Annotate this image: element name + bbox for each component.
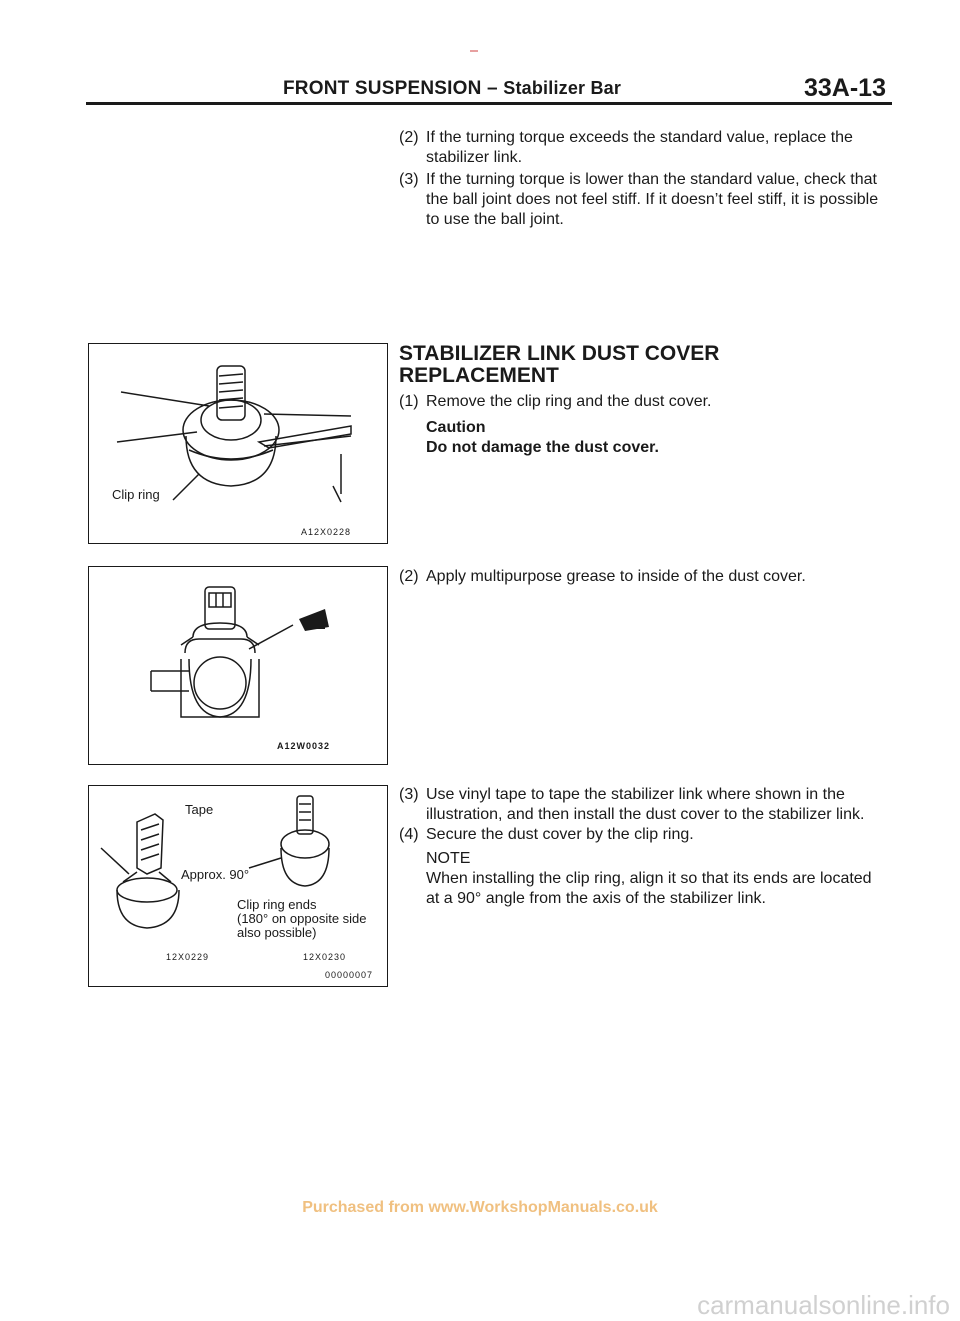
figure-code-right: 12X0230 <box>303 952 347 962</box>
header-separator: – <box>481 78 504 99</box>
figure-grease-application <box>88 566 388 765</box>
step-text: Secure the dust cover by the clip ring. <box>426 826 694 843</box>
step-2-block <box>399 567 887 587</box>
clip-ends-label-2: (180° on opposite side <box>237 911 367 926</box>
purchase-watermark: Purchased from www.WorkshopManuals.co.uk <box>302 1199 658 1216</box>
step-text: If the turning torque exceeds the standard value, replace the stabilizer link. <box>426 129 853 166</box>
tape-label: Tape <box>185 802 214 817</box>
step-4-secure <box>399 825 887 845</box>
clip-ends-label: Clip ring ends <box>237 897 317 912</box>
step-number: (3) <box>399 786 419 803</box>
step-1-block <box>399 392 887 458</box>
step-number: (3) <box>399 171 419 188</box>
angle-label: Approx. 90° <box>181 867 250 882</box>
figure-code-bottom: 00000007 <box>325 970 374 980</box>
dust-cover-illustration <box>89 567 387 764</box>
note-text: When installing the clip ring, align it so that its ends are located at a 90° angle from the axis of the stabilizer link. <box>426 870 872 907</box>
step-text: Remove the clip ring and the dust cover. <box>426 393 712 410</box>
figure-code: A12W0032 <box>277 741 331 751</box>
intro-steps <box>399 128 887 230</box>
step-text: Apply multipurpose grease to inside of the dust cover. <box>426 568 806 585</box>
step-text: If the turning torque is lower than the standard value, check that the ball joint does not feel stiff. If it doesn’t feel stiff, it is possible to use the ball joint. <box>426 171 879 228</box>
header-title <box>283 78 621 100</box>
step-number: (2) <box>399 568 419 585</box>
step-3 <box>399 170 887 230</box>
note-label: NOTE <box>426 850 471 867</box>
step-1 <box>399 392 887 412</box>
step-number: (2) <box>399 129 419 146</box>
figure-tape-installation <box>88 785 388 987</box>
header-section: FRONT SUSPENSION <box>283 78 482 99</box>
figure-code-left: 12X0229 <box>166 952 210 962</box>
figure-clip-ring-removal <box>88 343 388 544</box>
step-number: (1) <box>399 393 419 410</box>
step-3-tape <box>399 785 887 825</box>
step-2-grease <box>399 567 887 587</box>
footer-watermark: carmanualsonline.info <box>697 1290 950 1320</box>
header-rule <box>86 102 892 105</box>
clip-ring-label: Clip ring <box>112 487 160 502</box>
step-number: (4) <box>399 826 419 843</box>
page-number: 33A-13 <box>804 74 886 102</box>
step-3-4-block <box>399 785 887 909</box>
clip-ring-illustration <box>89 344 387 543</box>
caution-text: Do not damage the dust cover. <box>426 439 659 456</box>
caution-label: Caution <box>426 419 486 436</box>
page-header <box>86 74 892 102</box>
scan-mark <box>470 50 478 52</box>
figure-code: A12X0228 <box>301 527 352 537</box>
section-title: STABILIZER LINK DUST COVER REPLACEMENT <box>399 342 720 387</box>
step-text: Use vinyl tape to tape the stabilizer link where shown in the illustration, and then install the dust cover to the stabilizer link. <box>426 786 865 823</box>
step-2 <box>399 128 887 168</box>
clip-ends-label-3: also possible) <box>237 925 317 940</box>
header-subtitle: Stabilizer Bar <box>503 78 622 98</box>
